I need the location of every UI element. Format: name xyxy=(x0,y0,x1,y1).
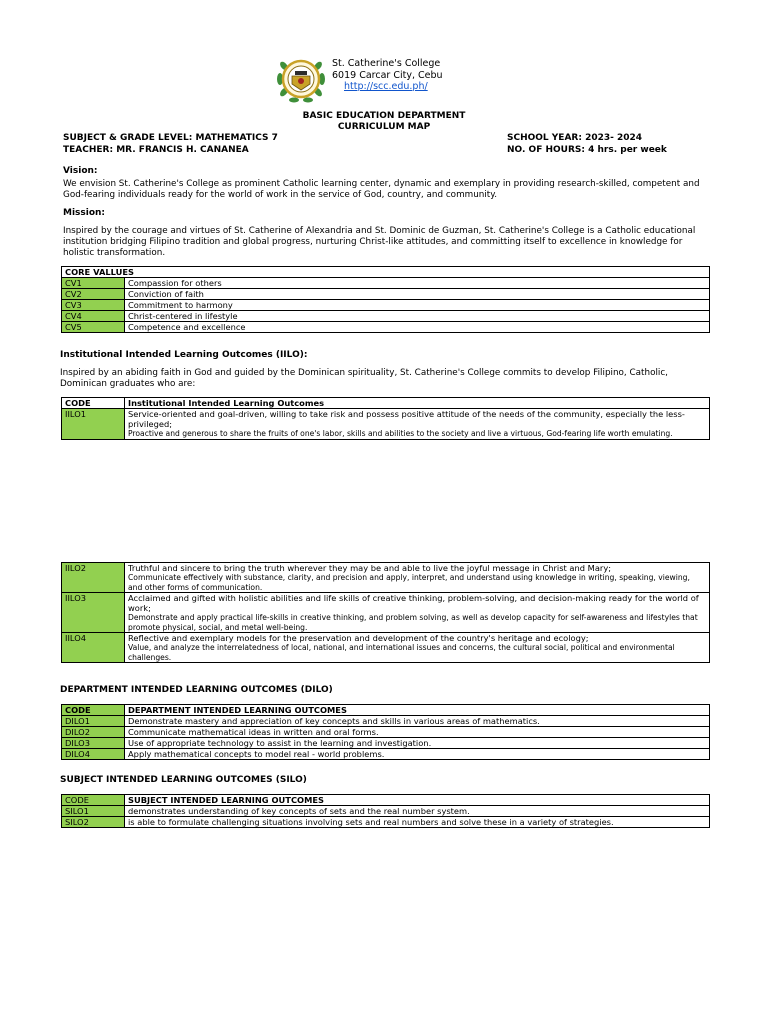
iilo-table-part2 xyxy=(61,562,710,663)
outcome-sub: Value, and analyze the interrelatedness of local, national, and international issues and concerns, the cultural social, political and environmental challenges. xyxy=(128,643,675,662)
table-row xyxy=(62,817,710,828)
mission-heading: Mission: xyxy=(63,208,106,218)
college-website-link[interactable]: http://scc.edu.ph/ xyxy=(344,81,428,92)
outcome-code: DILO2 xyxy=(62,727,125,738)
iilo-table-part1 xyxy=(61,397,710,440)
value-text: Compassion for others xyxy=(125,278,710,289)
subject-grade-level: SUBJECT & GRADE LEVEL: MATHEMATICS 7 xyxy=(63,133,278,143)
outcome-sub: Proactive and generous to share the fruits of one's labor, skills and abilities to the society and live a virtuous, God-fearing life worth emulating. xyxy=(128,429,673,438)
code-column-header: CODE xyxy=(62,398,125,409)
college-info xyxy=(332,58,443,93)
outcome-text: Communicate mathematical ideas in written and oral forms. xyxy=(125,727,710,738)
outcome-text xyxy=(125,409,710,440)
silo-table xyxy=(61,794,710,828)
outcome-code: DILO4 xyxy=(62,749,125,760)
table-row xyxy=(62,563,710,593)
core-values-table xyxy=(61,266,710,333)
outcome-text: demonstrates understanding of key concepts of sets and the real number system. xyxy=(125,806,710,817)
outcome-text: Demonstrate mastery and appreciation of key concepts and skills in various areas of mathematics. xyxy=(125,716,710,727)
table-row xyxy=(62,716,710,727)
outcome-text xyxy=(125,593,710,633)
table-row xyxy=(62,738,710,749)
value-code: CV3 xyxy=(62,300,125,311)
dilo-table xyxy=(61,704,710,760)
value-code: CV2 xyxy=(62,289,125,300)
iilo-intro: Inspired by an abiding faith in God and guided by the Dominican spirituality, St. Catherine's College commits to develop Filipino, Catholic, Dominican graduates who are: xyxy=(60,368,668,389)
outcome-main: Acclaimed and gifted with holistic abilities and life skills of creative thinking, problem-solving, and decision-making ready for the world of work; xyxy=(128,593,699,613)
outcomes-column-header: DEPARTMENT INTENDED LEARNING OUTCOMES xyxy=(125,705,710,716)
department-title-block xyxy=(0,111,768,133)
table-header-row xyxy=(62,795,710,806)
outcome-code: IILO3 xyxy=(62,593,125,633)
college-seal-icon xyxy=(276,54,326,104)
mission-text: Inspired by the courage and virtues of St. Catherine of Alexandria and St. Dominic de Guzman, St. Catherine's College is a Catholic educational institution bridging Filipino tradition and global progress, nurturing Christ-like attitudes, and committing itself to excellence in knowledge for holistic transformation. xyxy=(63,226,696,258)
table-row xyxy=(62,727,710,738)
outcome-code: DILO3 xyxy=(62,738,125,749)
school-year: SCHOOL YEAR: 2023- 2024 xyxy=(507,133,643,143)
teacher-name: TEACHER: MR. FRANCIS H. CANANEA xyxy=(63,145,249,155)
outcome-main: Service-oriented and goal-driven, willing to take risk and possess positive attitude of the needs of the community, especially the less-privileged; xyxy=(128,409,685,429)
value-code: CV5 xyxy=(62,322,125,333)
outcome-sub: Communicate effectively with substance, clarity, and precision and apply, interpret, and understand using knowledge in writing, speaking, viewing, and other forms of communication. xyxy=(128,573,690,592)
value-text: Competence and excellence xyxy=(125,322,710,333)
core-values-header: CORE VALLUES xyxy=(62,267,710,278)
table-row xyxy=(62,806,710,817)
department-name: BASIC EDUCATION DEPARTMENT xyxy=(302,111,466,121)
code-column-header: CODE xyxy=(62,795,125,806)
silo-heading: SUBJECT INTENDED LEARNING OUTCOMES (SILO) xyxy=(60,775,307,785)
outcome-sub: Demonstrate and apply practical life-skills in creative thinking, and problem solving, as well as develop capacity for self-awareness and lifestyles that promote physical, social, and metal well-being. xyxy=(128,613,698,632)
code-column-header: CODE xyxy=(62,705,125,716)
table-header-row xyxy=(62,705,710,716)
table-row xyxy=(62,633,710,663)
outcome-main: Reflective and exemplary models for the preservation and development of the country's heritage and ecology; xyxy=(128,633,589,643)
table-row xyxy=(62,749,710,760)
outcome-code: IILO4 xyxy=(62,633,125,663)
outcome-code: SILO2 xyxy=(62,817,125,828)
outcome-code: IILO1 xyxy=(62,409,125,440)
hours-per-week: NO. OF HOURS: 4 hrs. per week xyxy=(507,145,667,155)
table-header-row xyxy=(62,267,710,278)
college-name: St. Catherine's College xyxy=(332,58,441,69)
value-text: Christ-centered in lifestyle xyxy=(125,311,710,322)
table-row xyxy=(62,311,710,322)
iilo-heading: Institutional Intended Learning Outcomes (IILO): xyxy=(60,350,308,360)
dilo-heading: DEPARTMENT INTENDED LEARNING OUTCOMES (DILO) xyxy=(60,685,333,695)
outcome-text: Apply mathematical concepts to model real - world problems. xyxy=(125,749,710,760)
table-row xyxy=(62,278,710,289)
vision-heading: Vision: xyxy=(63,166,98,176)
outcome-text xyxy=(125,633,710,663)
table-row xyxy=(62,593,710,633)
outcome-text: is able to formulate challenging situations involving sets and real numbers and solve these in a variety of strategies. xyxy=(125,817,710,828)
value-code: CV4 xyxy=(62,311,125,322)
outcome-main: Truthful and sincere to bring the truth wherever they may be and able to live the joyful message in Christ and Mary; xyxy=(128,563,612,573)
outcome-code: IILO2 xyxy=(62,563,125,593)
document-title: CURRICULUM MAP xyxy=(337,122,431,132)
outcome-code: SILO1 xyxy=(62,806,125,817)
table-header-row xyxy=(62,398,710,409)
outcome-code: DILO1 xyxy=(62,716,125,727)
outcome-text: Use of appropriate technology to assist in the learning and investigation. xyxy=(125,738,710,749)
value-text: Commitment to harmony xyxy=(125,300,710,311)
table-row xyxy=(62,322,710,333)
value-code: CV1 xyxy=(62,278,125,289)
vision-text: We envision St. Catherine's College as prominent Catholic learning center, dynamic and exemplary in providing research-skilled, competent and God-fearing individuals ready for the world of work in the service of God, country, and community. xyxy=(63,179,700,200)
college-address: 6019 Carcar City, Cebu xyxy=(332,69,443,81)
outcome-text xyxy=(125,563,710,593)
table-row xyxy=(62,409,710,440)
outcomes-column-header: Institutional Intended Learning Outcomes xyxy=(125,398,710,409)
outcomes-column-header: SUBJECT INTENDED LEARNING OUTCOMES xyxy=(125,795,710,806)
table-row xyxy=(62,289,710,300)
value-text: Conviction of faith xyxy=(125,289,710,300)
table-row xyxy=(62,300,710,311)
